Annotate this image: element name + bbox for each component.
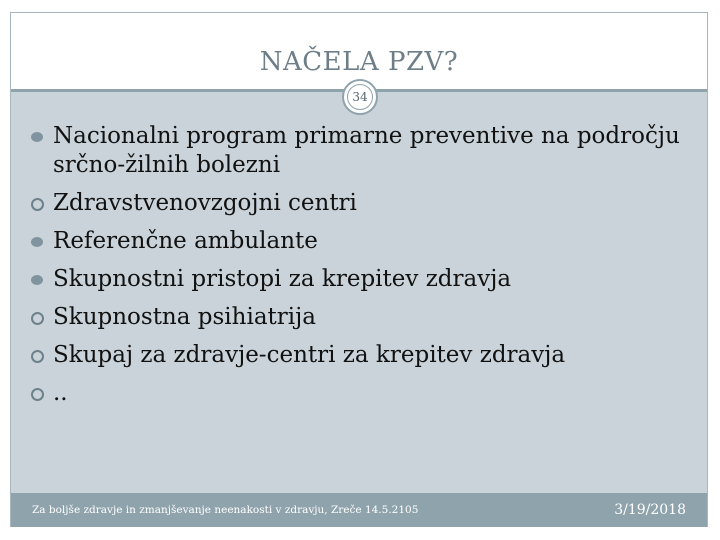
list-item-text: Zdravstvenovzgojni centri: [53, 190, 357, 216]
list-item-text: Skupnostni pristopi za krepitev zdravja: [53, 266, 512, 292]
hollow-bullet-icon: [29, 341, 53, 370]
list-item: [29, 341, 689, 370]
slide-number-badge: [342, 79, 378, 115]
footer-date: 3/19/2018: [614, 502, 686, 518]
filled-bullet-icon: [29, 265, 53, 294]
hollow-bullet-icon: [29, 303, 53, 332]
hollow-bullet-icon: [29, 189, 53, 218]
list-item-text: ..: [53, 380, 68, 406]
list-item: [29, 227, 689, 256]
list-item: [29, 303, 689, 332]
footer-text: Za boljše zdravje in zmanjševanje neenakosti v zdravju, Zreče 14.5.2105: [32, 504, 419, 516]
list-item-text: Skupaj za zdravje-centri za krepitev zdravja: [53, 342, 566, 368]
slide-number: 34: [347, 84, 373, 110]
list-item-text: Referenčne ambulante: [53, 228, 318, 254]
slide-footer: [11, 493, 707, 527]
slide-title: NAČELA PZV?: [259, 47, 459, 77]
list-item: [29, 122, 689, 180]
list-item-text: Skupnostna psihiatrija: [53, 304, 316, 330]
list-item: [29, 379, 689, 408]
title-area: [11, 13, 707, 89]
filled-bullet-icon: [29, 122, 53, 151]
list-item-text: Nacionalni program primarne preventive na področju srčno-žilnih bolezni: [53, 123, 680, 178]
filled-bullet-icon: [29, 227, 53, 256]
hollow-bullet-icon: [29, 379, 53, 408]
list-item: [29, 189, 689, 218]
bullet-list: [29, 122, 689, 417]
list-item: [29, 265, 689, 294]
